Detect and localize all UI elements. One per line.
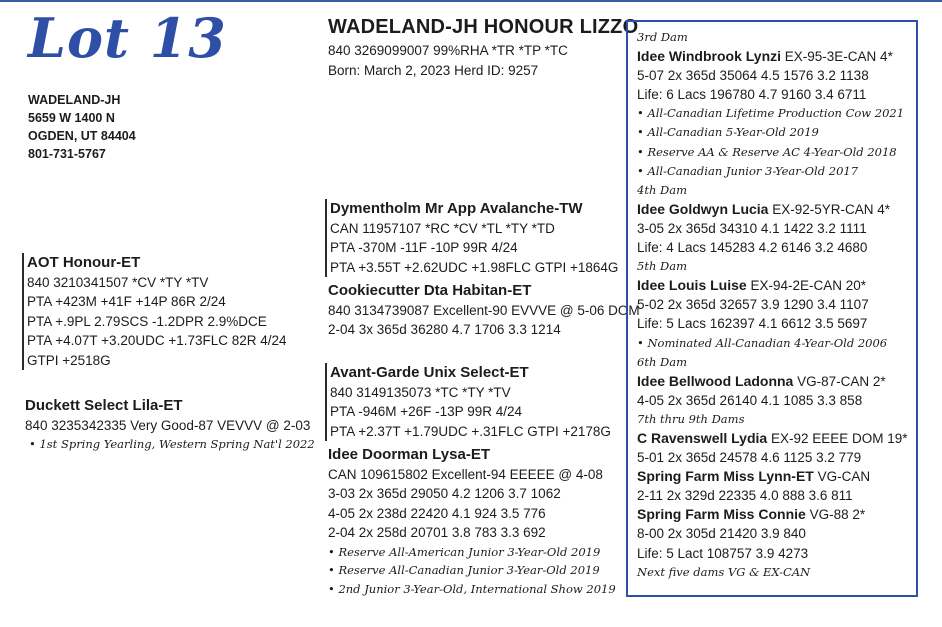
ancestor-row: [637, 200, 908, 219]
sire-dam-name: Cookiecutter Dta Habitan-ET: [328, 282, 532, 299]
dam-dam-name: Idee Doorman Lysa-ET: [328, 446, 490, 463]
dam-dam-line: CAN 109615802 Excellent-94 EEEEE @ 4-08: [328, 466, 603, 482]
consignor-street: 5659 W 1400 N: [28, 111, 115, 125]
ancestor-record: Life: 5 Lacs 162397 4.1 6612 3.5 5697: [637, 316, 868, 332]
ancestor-record: 3-05 2x 365d 34310 4.1 1422 3.2 1111: [637, 220, 867, 236]
ancestor-record: Life: 6 Lacs 196780 4.7 9160 3.4 6711: [637, 87, 867, 103]
ancestor-row: [637, 429, 908, 448]
ancestor-name: Idee Bellwood Ladonna: [637, 372, 794, 389]
dam-sire-line: PTA -946M +26F -13P 99R 4/24: [330, 404, 522, 419]
ancestor-classification: VG-87-CAN 2*: [793, 373, 886, 389]
consignor-name: WADELAND-JH: [28, 93, 121, 107]
dam-generation-label: 5th Dam: [637, 259, 687, 274]
consignor-phone: 801-731-5767: [28, 147, 106, 161]
maternal-line-list: [637, 28, 908, 582]
animal-name: WADELAND-JH HONOUR LIZZO: [328, 16, 639, 38]
dam-generation-label: 4th Dam: [637, 182, 687, 197]
sire-sire-line: CAN 11957107 *RC *CV *TL *TY *TD: [330, 220, 555, 236]
sire-dam-line: 840 3134739087 Excellent-90 EVVVE @ 5-06 DOM: [328, 302, 640, 318]
ancestor-row: [637, 372, 908, 391]
ancestor-classification: EX-92-5YR-CAN 4*: [768, 201, 891, 217]
dam-dam-line: 3-03 2x 365d 29050 4.2 1206 3.7 1062: [328, 486, 561, 501]
consignor-city: OGDEN, UT 84404: [28, 129, 136, 143]
sire-line: 840 3210341507 *CV *TY *TV: [27, 274, 209, 290]
ancestor-name: Idee Louis Luise: [637, 277, 747, 294]
sire-line: PTA +.9PL 2.79SCS -1.2DPR 2.9%DCE: [27, 313, 267, 329]
ancestor-record: 5-07 2x 365d 35064 4.5 1576 3.2 1138: [637, 68, 869, 84]
ancestor-classification: VG-CAN: [813, 469, 871, 485]
dam-sire-line: 840 3149135073 *TC *TY *TV: [330, 384, 511, 400]
dam-dam-line: 2-04 2x 258d 20701 3.8 783 3.3 692: [328, 525, 546, 540]
consignor-address: [28, 91, 136, 163]
ancestor-record: 2-11 2x 329d 22335 4.0 888 3.6 811: [637, 488, 853, 504]
sire-name: AOT Honour-ET: [27, 254, 141, 271]
top-rule: [0, 0, 942, 2]
ancestor-name: C Ravenswell Lydia: [637, 429, 768, 446]
ancestor-record: 4-05 2x 365d 26140 4.1 1085 3.3 858: [637, 392, 863, 408]
dam-generation-label: 3rd Dam: [637, 30, 688, 44]
dam-dam-block: [328, 445, 616, 598]
sire-sire-block: [325, 199, 618, 277]
ancestor-award: • All-Canadian Junior 3-Year-Old 2017: [637, 162, 908, 181]
sire-dam-block: [328, 281, 640, 340]
sire-dam-line: 2-04 3x 365d 36280 4.7 1706 3.3 1214: [328, 322, 561, 337]
dam-dam-note: • Reserve All-Canadian Junior 3-Year-Old 2019: [328, 561, 616, 580]
ancestor-classification: VG-88 2*: [805, 507, 866, 523]
ancestor-row: [637, 47, 908, 66]
sire-line: PTA +423M +41F +14P 86R 2/24: [27, 294, 226, 309]
sire-line: GTPI +2518G: [27, 352, 111, 368]
ancestor-name: Spring Farm Miss Lynn-ET: [637, 468, 814, 485]
ancestor-classification: EX-92 EEEE DOM 19*: [767, 430, 908, 446]
dam-generation-label: Next five dams VG & EX-CAN: [637, 564, 811, 579]
ancestor-record: 8-00 2x 305d 21420 3.9 840: [637, 526, 806, 542]
ancestor-row: [637, 467, 908, 486]
dam-line: 840 3235342335 Very Good-87 VEVVV @ 2-03: [25, 417, 311, 433]
ancestor-row: [637, 276, 908, 295]
dam-note: • 1st Spring Yearling, Western Spring Nat'l 2022: [29, 435, 315, 455]
animal-registration: 840 3269099007 99%RHA *TR *TP *TC: [328, 43, 568, 58]
ancestor-award: • All-Canadian Lifetime Production Cow 2021: [637, 104, 908, 123]
dam-sire-line: PTA +2.37T +1.79UDC +.31FLC GTPI +2178G: [330, 423, 611, 439]
animal-birth-info: Born: March 2, 2023 Herd ID: 9257: [328, 63, 539, 78]
ancestor-name: Idee Goldwyn Lucia: [637, 200, 769, 217]
sire-sire-line: PTA +3.55T +2.62UDC +1.98FLC GTPI +1864G: [330, 259, 619, 275]
ancestor-award: • Nominated All-Canadian 4-Year-Old 2006: [637, 334, 908, 353]
ancestor-record: Life: 5 Lact 108757 3.9 4273: [637, 545, 809, 561]
sire-line: PTA +4.07T +3.20UDC +1.73FLC 82R 4/24: [27, 333, 287, 348]
ancestor-award: • All-Canadian 5-Year-Old 2019: [637, 123, 908, 142]
dam-generation-label: 7th thru 9th Dams: [637, 411, 745, 426]
dam-dam-note: • 2nd Junior 3-Year-Old, International Show 2019: [328, 580, 616, 599]
dam-block: [25, 396, 315, 455]
ancestor-record: 5-02 2x 365d 32657 3.9 1290 3.4 1107: [637, 297, 869, 313]
sire-sire-line: PTA -370M -11F -10P 99R 4/24: [330, 240, 518, 255]
sire-block: [22, 253, 287, 370]
ancestor-award: • Reserve AA & Reserve AC 4-Year-Old 2018: [637, 143, 908, 162]
ancestor-row: [637, 505, 908, 524]
ancestor-record: Life: 4 Lacs 145283 4.2 6146 3.2 4680: [637, 240, 868, 256]
sire-sire-name: Dymentholm Mr App Avalanche-TW: [330, 200, 583, 217]
dam-name: Duckett Select Lila-ET: [25, 397, 183, 414]
ancestor-record: 5-01 2x 365d 24578 4.6 1125 3.2 779: [637, 450, 862, 466]
dam-sire-name: Avant-Garde Unix Select-ET: [330, 364, 529, 381]
ancestor-name: Spring Farm Miss Connie: [637, 506, 806, 523]
lot-title: Lot 13: [28, 6, 227, 70]
dam-dam-note: • Reserve All-American Junior 3-Year-Old 2019: [328, 543, 616, 562]
ancestor-classification: EX-94-2E-CAN 20*: [746, 278, 867, 294]
ancestor-classification: EX-95-3E-CAN 4*: [781, 49, 893, 65]
ancestor-name: Idee Windbrook Lynzi: [637, 48, 782, 65]
dam-sire-block: [325, 363, 611, 441]
dam-dam-line: 4-05 2x 238d 22420 4.1 924 3.5 776: [328, 505, 546, 521]
dam-generation-label: 6th Dam: [637, 354, 687, 369]
